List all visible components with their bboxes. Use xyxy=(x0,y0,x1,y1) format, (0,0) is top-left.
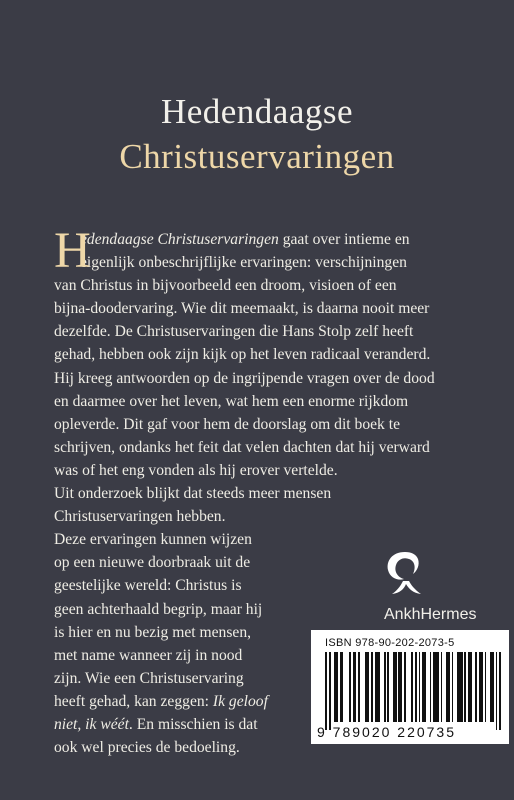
barcode-bar xyxy=(485,652,487,722)
ankh-hermes-logo-icon xyxy=(382,548,428,596)
title-line-2: Christuservaringen xyxy=(119,137,395,176)
blurb-line: van Christus in bijvoorbeeld een droom, visioen of een xyxy=(54,277,397,295)
blurb-line: heeft gehad, kan zeggen: Ik geloof xyxy=(54,692,268,710)
barcode-bar xyxy=(395,652,397,722)
barcode-bar xyxy=(441,652,443,722)
barcode xyxy=(311,630,509,744)
barcode-bar xyxy=(464,652,466,722)
barcode-bar xyxy=(354,652,356,722)
barcode-bar xyxy=(371,652,373,722)
barcode-bar xyxy=(461,652,463,722)
blurb-line: Uit onderzoek blijkt dat steeds meer mensen xyxy=(54,485,332,503)
blurb-line: niet, ik wéét. En misschien is dat xyxy=(54,715,258,733)
barcode-bar xyxy=(384,652,386,722)
barcode-bars xyxy=(325,652,501,722)
blurb-line: opleverde. Dit gaf voor hem de doorslag om dit boek te xyxy=(54,415,401,433)
blurb-line: geestelijke wereld: Christus is xyxy=(54,577,242,595)
blurb-line: gehad, hebben ook zijn kijk op het leven radicaal veranderd. xyxy=(54,346,431,364)
barcode-bar xyxy=(378,652,380,722)
barcode-bar xyxy=(437,652,439,722)
barcode-bar xyxy=(325,652,327,730)
blurb-line: Deze ervaringen kunnen wijzen xyxy=(54,531,252,549)
barcode-bar xyxy=(342,652,344,722)
barcode-bar xyxy=(329,652,331,730)
barcode-bar xyxy=(475,652,477,722)
barcode-bar xyxy=(424,652,426,722)
barcode-bar xyxy=(336,652,338,722)
blurb-line: ook wel precies de bedoeling. xyxy=(54,739,240,757)
barcode-bar xyxy=(349,652,351,722)
blurb-line: geen achterhaald begrip, maar hij xyxy=(54,600,263,618)
barcode-bar xyxy=(452,652,454,722)
blurb-line: zijn. Wie een Christuservaring xyxy=(54,669,244,687)
blurb-line: op een nieuwe doorbraak uit de xyxy=(54,554,251,572)
blurb-line: edendaagse Christuservaringen gaat over intieme en xyxy=(80,231,410,248)
drop-cap: H xyxy=(54,223,91,279)
barcode-bar xyxy=(448,652,450,722)
blurb-line: is hier en nu bezig met mensen, xyxy=(54,623,252,641)
barcode-bar xyxy=(496,652,498,730)
blurb-line: en daarmee over het leven, wat hem een enorme rijkdom xyxy=(54,392,409,410)
blurb-line: dezelfde. De Christuservaringen die Hans Stolp zelf heeft xyxy=(54,323,414,341)
blurb-line: schrijven, ondanks het feit dat velen dachten dat hij verward xyxy=(54,438,430,456)
barcode-bar xyxy=(367,652,369,722)
title-line-1: Hedendaagse xyxy=(160,92,354,131)
barcode-bar xyxy=(400,652,402,722)
barcode-bar xyxy=(481,652,483,722)
barcode-digits: 9 789020 220735 xyxy=(317,724,456,740)
barcode-bar xyxy=(499,652,501,730)
publisher-name: AnkhHermes xyxy=(384,606,477,623)
blurb-line: met name wanneer zij in nood xyxy=(54,646,243,664)
barcode-bar xyxy=(492,652,494,722)
barcode-bar xyxy=(430,652,432,722)
barcode-bar xyxy=(411,652,413,722)
barcode-bar xyxy=(415,652,417,722)
barcode-bar xyxy=(419,652,421,722)
isbn-text: ISBN 978-90-202-2073-5 xyxy=(325,637,455,649)
barcode-bar xyxy=(387,652,389,722)
barcode-bar xyxy=(404,652,406,722)
blurb-line: eigenlijk onbeschrijflijke ervaringen: verschijningen xyxy=(80,254,407,272)
blurb-line: Hij kreeg antwoorden op de ingrijpende vragen over de dood xyxy=(54,369,435,387)
blurb-line: Christuservaringen hebben. xyxy=(54,508,226,526)
blurb-line: bijna-doodervaring. Wie dit meemaakt, is daarna nooit meer xyxy=(54,300,430,318)
barcode-bar xyxy=(470,652,472,722)
blurb-line: was of het eng vonden als hij erover vertelde. xyxy=(54,461,338,479)
barcode-bar xyxy=(358,652,360,722)
